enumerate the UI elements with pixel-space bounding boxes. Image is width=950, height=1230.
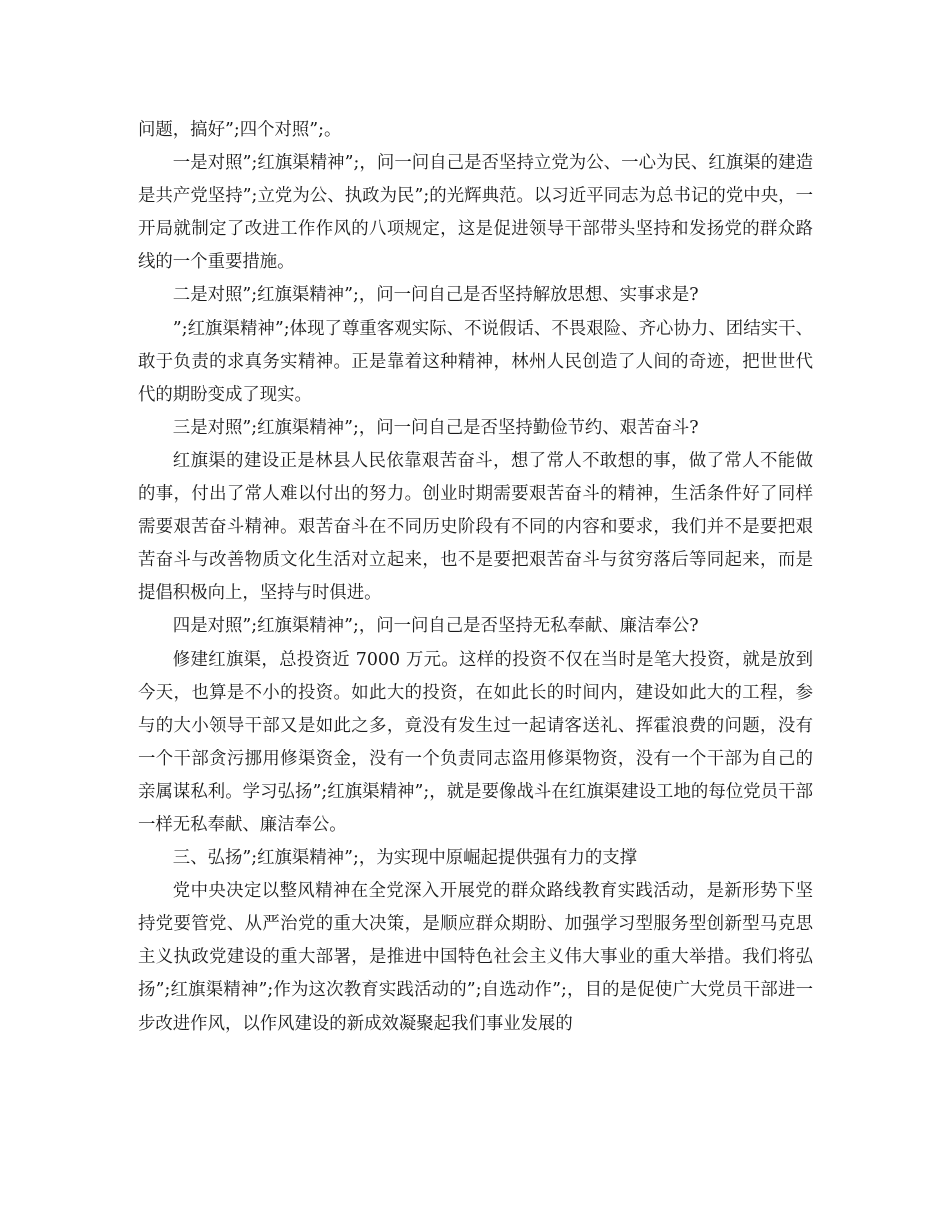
paragraph-8: 修建红旗渠，总投资近 7000 万元。这样的投资不仅在当时是笔大投资，就是放到今天，也算是不小的投资。如此大的投资，在如此长的时间内，建设如此大的工程，参与的大小领导干部又是如此之多，竟没有发生过一起请客送礼、挥霍浪费的问题，没有一个干部贪污挪用修渠资金，没有一个负责同志盗用修渠物资，没有一个干部为自己的亲属谋私利。学习弘扬”;红旗渠精神”;，就是要像战斗在红旗渠建设工地的每位党员干部一样无私奉献、廉洁奉公。 [138,649,813,835]
paragraph-2: 一是对照”;红旗渠精神”;，问一问自己是否坚持立党为公、一心为民、红旗渠的建造是共产党坚持”;立党为公、执政为民”;的光辉典范。以习近平同志为总书记的党中央，一开局就制定了改进工作作风的八项规定，这是促进领导干部带头坚持和发扬党的群众路线的一个重要措施。 [138,153,813,273]
section-heading: 三、弘扬”;红旗渠精神”;，为实现中原崛起提供强有力的支撑 [172,848,638,869]
paragraph-5: 三是对照”;红旗渠精神”;，问一问自己是否坚持勤俭节约、艰苦奋斗? [172,417,699,438]
paragraph-1: 问题，搞好”;四个对照”;。 [138,120,342,140]
document-body [138,114,813,1041]
paragraph-10: 党中央决定以整风精神在全党深入开展党的群众路线教育实践活动，是新形势下坚持党要管党、从严治党的重大决策，是顺应群众期盼、加强学习型服务型创新型马克思主义执政党建设的重大部署，是推进中国特色社会主义伟大事业的重大举措。我们将弘扬”;红旗渠精神”;作为这次教育实践活动的”;自选动作”;，目的是促使广大党员干部进一步改进作风，以作风建设的新成效凝聚起我们事业发展的 [138,881,813,1034]
paragraph-7: 四是对照”;红旗渠精神”;，问一问自己是否坚持无私奉献、廉洁奉公? [172,616,699,637]
paragraph-3: 二是对照”;红旗渠精神”;，问一问自己是否坚持解放思想、实事求是? [172,285,699,306]
paragraph-4: ”;红旗渠精神”;体现了尊重客观实际、不说假话、不畏艰险、齐心协力、团结实干、敢于负责的求真务实精神。正是靠着这种精神，林州人民创造了人间的奇迹，把世世代代的期盼变成了现实。 [138,318,813,405]
paragraph-6: 红旗渠的建设正是林县人民依靠艰苦奋斗，想了常人不敢想的事，做了常人不能做的事，付出了常人难以付出的努力。创业时期需要艰苦奋斗的精神，生活条件好了同样需要艰苦奋斗精神。艰苦奋斗在不同历史阶段有不同的内容和要求，我们并不是要把艰苦奋斗与改善物质文化生活对立起来，也不是要把艰苦奋斗与贫穷落后等同起来，而是提倡积极向上，坚持与时俱进。 [138,450,813,604]
